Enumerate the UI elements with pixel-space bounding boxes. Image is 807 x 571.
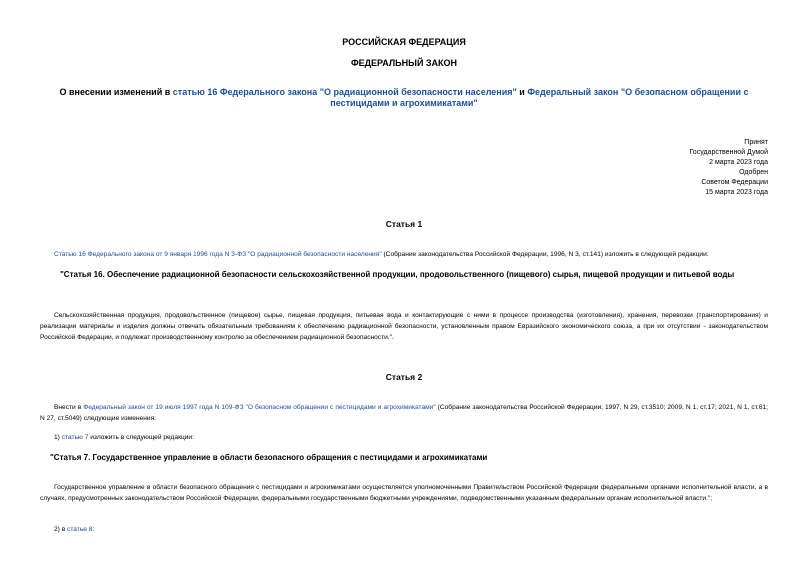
article-2-heading: Статья 2 (385, 372, 423, 382)
item-2-text: : (92, 526, 95, 533)
article-1-intro-link[interactable]: Статью 16 Федерального закона от 9 января 1996 года N 3-ФЗ "О радиационной безопасности населения" (54, 251, 382, 258)
law-type-title: ФЕДЕРАЛЬНЫЙ ЗАКОН (350, 58, 458, 68)
adoption-line: Государственной Думой (689, 149, 768, 156)
article-2-item-2 (40, 524, 768, 535)
law-title (40, 87, 768, 109)
law-title-link-article16[interactable]: статью 16 Федерального закона "О радиационной безопасности населения" (172, 87, 517, 97)
article-2-quoted-heading: "Статья 7. Государственное управление в области безопасного обращения с пестицидами и агрохимикатами (50, 453, 488, 462)
article-2-intro-prefix: Внести в (54, 404, 84, 411)
article-2-intro-link[interactable]: Федеральный закон от 19 июля 1997 года N 109-ФЗ "О безопасном обращении с пестицидами и агрохимикатами" (83, 404, 436, 411)
law-title-conjunction: и (516, 87, 528, 97)
item-2-link[interactable]: статье 8 (67, 526, 93, 533)
article-1-quoted-heading: "Статья 16. Обеспечение радиационной безопасности сельскохозяйственной продукции, продовольственного (пищевого) сырья, пищевой продукции и питьевой воды (60, 270, 735, 279)
article-1-body: Сельскохозяйственная продукция, продовольственное (пищевое) сырье, пищевая продукция, питьевая вода и контактирующие с ними в процессе производства (изготовления), хранения, перевозки (транспортирования) и реализации материалы и изделия должны отвечать обязательным требованиям к обеспечению радиационной безопасности, установленным правом Евразийского экономического союза, а при их отсутствии - законодательством Российской Федерации, и подлежат производственному контролю за обеспечением радиационной безопасности.". (40, 312, 768, 341)
adoption-line: 2 марта 2023 года (709, 159, 768, 166)
article-2-intro (40, 402, 768, 424)
article-1-intro (40, 249, 768, 260)
article-1-intro-text: (Собрание законодательства Российской Федерации, 1996, N 3, ст.141) изложить в следующей редакции: (381, 251, 709, 258)
country-title: РОССИЙСКАЯ ФЕДЕРАЦИЯ (342, 37, 466, 47)
article-1-heading: Статья 1 (385, 219, 423, 229)
adoption-line: Советом Федерации (701, 179, 768, 186)
item-1-prefix: 1) (54, 434, 62, 441)
article-2-intro-text: (Собрание законодательства Российской Федерации, 1997, N 29, ст.3510; 2009, N 1, ст.17; 2021, N 1, ст.61; N 27, ст.5049) следующие изменения: (40, 404, 768, 422)
article-2-item-1 (40, 432, 768, 443)
item-1-link[interactable]: статью 7 (61, 434, 89, 441)
adoption-block (648, 138, 768, 198)
adoption-line: 15 марта 2023 года (705, 189, 768, 196)
article-2-body: Государственное управление в области безопасного обращения с пестицидами и агрохимикатами осуществляется уполномоченными Правительством Российской Федерации федеральными органами исполнительной власти, а в случаях, предусмотренных законодательством Российской Федерации, федеральными государственными бюджетными учреждениями, подведомственными указанным федеральным органам исполнительной власти."; (40, 484, 768, 502)
item-2-prefix: 2) в (54, 526, 68, 533)
item-1-text: изложить в следующей редакции: (88, 434, 194, 441)
adoption-line: Одобрен (739, 169, 768, 176)
adoption-line: Принят (744, 139, 768, 146)
law-title-link-pesticides-law[interactable]: Федеральный закон "О безопасном обращении с пестицидами и агрохимикатами" (330, 87, 749, 108)
law-title-prefix: О внесении изменений в (59, 87, 173, 97)
